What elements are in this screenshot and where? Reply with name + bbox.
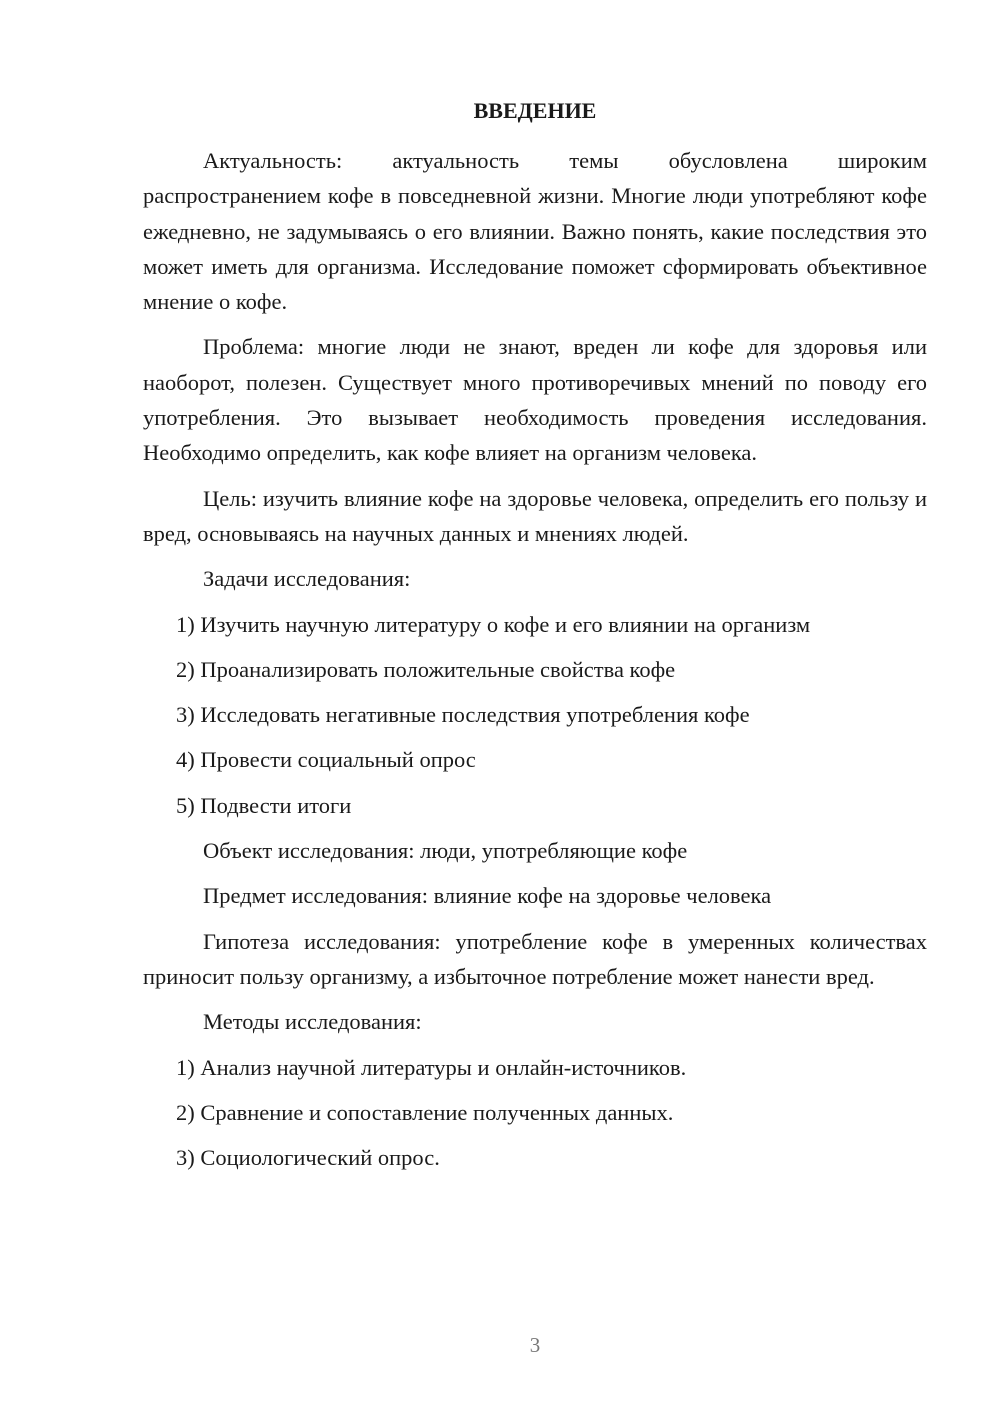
task-item: 3) Исследовать негативные последствия употребления кофе <box>176 702 750 728</box>
method-item: 2) Сравнение и сопоставление полученных данных. <box>176 1099 674 1125</box>
object-paragraph: Объект исследования: люди, употребляющие кофе <box>203 838 688 864</box>
document-body <box>143 143 927 1185</box>
task-item: 1) Изучить научную литературу о кофе и его влиянии на организм <box>176 611 811 637</box>
task-item: 4) Провести социальный опрос <box>176 747 476 773</box>
method-item: 3) Социологический опрос. <box>176 1145 440 1171</box>
relevance-paragraph: Актуальность: актуальность темы обусловлена широким распространением кофе в повседневной жизни. Многие люди употребляют кофе ежедневно, не задумываясь о его влиянии. Важно понять, какие последствия это может иметь для организма. Исследование поможет сформировать объективное мнение о кофе. <box>143 148 927 315</box>
page-number: 3 <box>529 1333 541 1357</box>
methods-heading: Методы исследования: <box>203 1009 422 1035</box>
tasks-list <box>143 607 927 823</box>
tasks-heading: Задачи исследования: <box>203 566 411 592</box>
document-page <box>143 0 927 1414</box>
method-item: 1) Анализ научной литературы и онлайн-источников. <box>176 1054 687 1080</box>
problem-paragraph: Проблема: многие люди не знают, вреден ли кофе для здоровья или наоборот, полезен. Существует много противоречивых мнений по поводу его употребления. Это вызывает необходимость проведения исследования. Необходимо определить, как кофе влияет на организм человека. <box>143 334 927 466</box>
task-item: 5) Подвести итоги <box>176 792 352 818</box>
page-title: ВВЕДЕНИЕ <box>473 98 597 123</box>
methods-list <box>143 1050 927 1176</box>
subject-paragraph: Предмет исследования: влияние кофе на здоровье человека <box>203 883 772 909</box>
goal-paragraph: Цель: изучить влияние кофе на здоровье человека, определить его пользу и вред, основываясь на научных данных и мнениях людей. <box>143 485 927 546</box>
hypothesis-paragraph: Гипотеза исследования: употребление кофе в умеренных количествах приносит пользу организму, а избыточное потребление может нанести вред. <box>143 928 927 989</box>
task-item: 2) Проанализировать положительные свойства кофе <box>176 656 676 682</box>
